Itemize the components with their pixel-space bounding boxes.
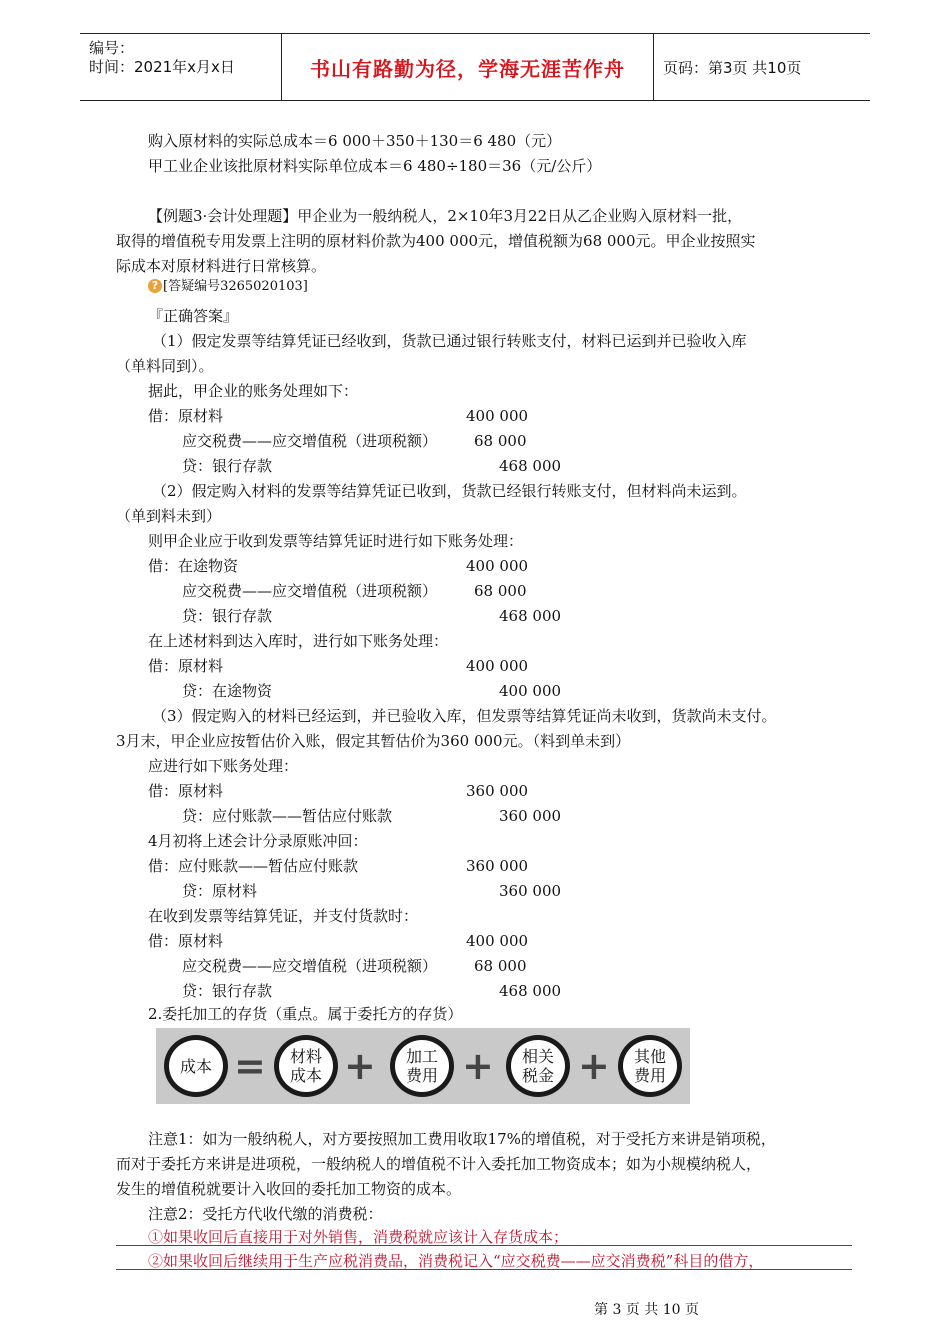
text-line: （2）假定购入材料的发票等结算凭证已收到，货款已经银行转账支付，但材料尚未运到。 bbox=[152, 482, 747, 500]
formula-term-taxes bbox=[506, 1035, 570, 1097]
journal-amount: 360 000 bbox=[466, 857, 529, 875]
qa-reference-label: [答疑编号3265020103] bbox=[163, 279, 308, 294]
plus-icon: + bbox=[462, 1044, 494, 1088]
header-motto-cell bbox=[281, 34, 654, 100]
text-line: 应进行如下账务处理： bbox=[148, 757, 299, 775]
journal-amount: 360 000 bbox=[499, 882, 562, 900]
red-underline bbox=[116, 1269, 852, 1270]
journal-amount: 468 000 bbox=[499, 457, 562, 475]
question-circle-icon: ? bbox=[148, 279, 162, 293]
page-header bbox=[80, 33, 870, 101]
header-page-number: 页码：第3页 共10页 bbox=[663, 58, 802, 77]
journal-debit: 应交税费——应交增值税（进项税额） bbox=[182, 582, 438, 600]
highlighted-line: ①如果收回后直接用于对外销售，消费税就应该计入存货成本； bbox=[148, 1228, 569, 1246]
journal-amount: 400 000 bbox=[466, 657, 529, 675]
note-line: 而对于委托方来讲是进项税，一般纳税人的增值税不计入委托加工物资成本；如为小规模纳税人， bbox=[116, 1155, 762, 1173]
journal-amount: 68 000 bbox=[474, 957, 527, 975]
note-line: 发生的增值税就要计入收回的委托加工物资的成本。 bbox=[116, 1180, 462, 1198]
example-title: 【例题3·会计处理题】甲企业为一般纳税人，2×10年3月22日从乙企业购入原材料一批， bbox=[148, 207, 743, 225]
text-line: 据此，甲企业的账务处理如下： bbox=[148, 382, 359, 400]
text-line: 购入原材料的实际总成本＝6 000＋350＋130＝6 480（元） bbox=[148, 132, 562, 150]
journal-amount: 400 000 bbox=[466, 932, 529, 950]
text-line: 取得的增值税专用发票上注明的原材料价款为400 000元，增值税额为68 000元。甲企业按照实 bbox=[116, 232, 756, 250]
journal-amount: 360 000 bbox=[499, 807, 562, 825]
text-line: 则甲企业应于收到发票等结算凭证时进行如下账务处理： bbox=[148, 532, 524, 550]
formula-term-cost bbox=[164, 1035, 228, 1097]
text-line: 甲工业企业该批原材料实际单位成本＝6 480÷180＝36（元/公斤） bbox=[148, 157, 602, 175]
qa-reference[interactable] bbox=[148, 277, 308, 297]
formula-term-text: 费用 bbox=[633, 1066, 666, 1085]
formula-term-text: 成本 bbox=[179, 1056, 212, 1076]
journal-debit: 借：原材料 bbox=[148, 657, 224, 675]
journal-debit: 应交税费——应交增值税（进项税额） bbox=[182, 432, 438, 450]
text-line: 在收到发票等结算凭证，并支付货款时： bbox=[148, 907, 419, 925]
journal-credit: 贷：在途物资 bbox=[182, 682, 273, 700]
formula-term-text: 成本 bbox=[289, 1066, 322, 1085]
plus-icon: + bbox=[578, 1044, 610, 1088]
text-line: （单到料未到） bbox=[116, 507, 222, 525]
journal-debit: 借：原材料 bbox=[148, 932, 224, 950]
formula-term-processing bbox=[390, 1035, 454, 1097]
text-line: 3月末，甲企业应按暂估价入账，假定其暂估价为360 000元。（料到单未到） bbox=[116, 732, 631, 750]
journal-amount: 68 000 bbox=[474, 582, 527, 600]
formula-term-text: 材料 bbox=[289, 1047, 322, 1066]
formula-term-text: 相关 bbox=[521, 1047, 554, 1066]
note-line: 注意1：如为一般纳税人，对方要按照加工费用收取17%的增值税，对于受托方来讲是销项税， bbox=[148, 1130, 776, 1148]
cost-formula-graphic bbox=[156, 1028, 690, 1104]
text-line: （3）假定购入的材料已经运到，并已验收入库，但发票等结算凭证尚未收到，货款尚未支付。 bbox=[152, 707, 777, 725]
formula-term-text: 其他 bbox=[633, 1047, 666, 1066]
text-line: 在上述材料到达入库时，进行如下账务处理： bbox=[148, 632, 449, 650]
journal-credit: 贷：银行存款 bbox=[182, 607, 273, 625]
journal-debit: 借：在途物资 bbox=[148, 557, 239, 575]
page-footer: 第 3 页 共 10 页 bbox=[594, 1302, 699, 1318]
journal-amount: 400 000 bbox=[466, 407, 529, 425]
formula-term-text: 加工 bbox=[405, 1047, 438, 1066]
highlighted-line: ②如果收回后继续用于生产应税消费品，消费税记入“应交税费——应交消费税”科目的借方， bbox=[148, 1252, 764, 1270]
date-label: 时间：2021年x月x日 bbox=[89, 58, 235, 76]
formula-term-other bbox=[618, 1035, 682, 1097]
note-line: 注意2：受托方代收代缴的消费税： bbox=[148, 1205, 383, 1223]
formula-term-text: 费用 bbox=[405, 1066, 438, 1085]
journal-debit: 借：原材料 bbox=[148, 782, 224, 800]
answer-heading: 『正确答案』 bbox=[148, 307, 239, 325]
text-line: （单料同到）。 bbox=[116, 357, 214, 375]
journal-debit: 借：原材料 bbox=[148, 407, 224, 425]
text-line: （1）假定发票等结算凭证已经收到，货款已通过银行转账支付，材料已运到并已验收入库 bbox=[152, 332, 747, 350]
formula-term-text: 税金 bbox=[521, 1066, 554, 1085]
journal-amount: 360 000 bbox=[466, 782, 529, 800]
serial-label: 编号： bbox=[89, 39, 135, 57]
journal-amount: 400 000 bbox=[466, 557, 529, 575]
text-line: 际成本对原材料进行日常核算。 bbox=[116, 257, 327, 275]
journal-amount: 68 000 bbox=[474, 432, 527, 450]
equals-icon: = bbox=[234, 1044, 266, 1088]
red-underline bbox=[116, 1245, 852, 1246]
journal-credit: 贷：银行存款 bbox=[182, 457, 273, 475]
plus-icon: + bbox=[344, 1044, 376, 1088]
journal-amount: 468 000 bbox=[499, 607, 562, 625]
journal-credit: 贷：应付账款——暂估应付账款 bbox=[182, 807, 393, 825]
formula-term-material bbox=[274, 1035, 338, 1097]
journal-credit: 贷：银行存款 bbox=[182, 982, 273, 1000]
motto-text: 书山有路勤为径，学海无涯苦作舟 bbox=[310, 56, 625, 81]
journal-debit: 借：应付账款——暂估应付账款 bbox=[148, 857, 359, 875]
journal-amount: 468 000 bbox=[499, 982, 562, 1000]
header-left-cell bbox=[80, 34, 281, 100]
journal-debit: 应交税费——应交增值税（进项税额） bbox=[182, 957, 438, 975]
journal-credit: 贷：原材料 bbox=[182, 882, 258, 900]
section-heading: 2.委托加工的存货（重点。属于委托方的存货） bbox=[148, 1005, 463, 1023]
header-page-cell bbox=[654, 34, 870, 100]
journal-amount: 400 000 bbox=[499, 682, 562, 700]
text-line: 4月初将上述会计分录原账冲回： bbox=[148, 832, 368, 850]
